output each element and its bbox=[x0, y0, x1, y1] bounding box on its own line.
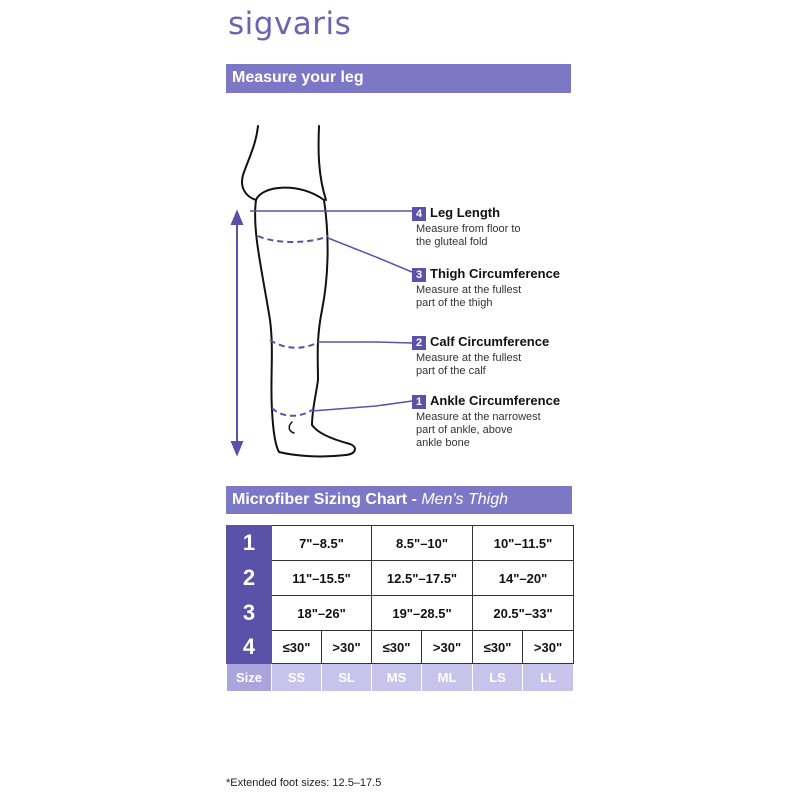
thigh-connector bbox=[328, 238, 376, 257]
measurement-ankle bbox=[412, 393, 612, 450]
row-number: 2 bbox=[227, 561, 272, 596]
sizing-chart-title: Microfiber Sizing Chart - bbox=[232, 491, 422, 508]
sizing-chart-banner bbox=[226, 486, 572, 514]
ankle-connector bbox=[312, 406, 376, 411]
sigvaris-logo: sigvaris bbox=[228, 6, 352, 42]
table-cell: 18"–26" bbox=[272, 596, 372, 631]
badge-4: 4 bbox=[412, 207, 426, 221]
badge-1: 1 bbox=[412, 395, 426, 409]
table-row bbox=[227, 631, 574, 664]
leg-front-line bbox=[312, 200, 328, 425]
table-cell: 14"–20" bbox=[473, 561, 574, 596]
sizing-chart-subtitle: Men's Thigh bbox=[421, 491, 508, 508]
measurement-calf bbox=[412, 334, 612, 378]
ankle-desc-1: Measure at the narrowest bbox=[416, 411, 541, 423]
table-cell: 19"–28.5" bbox=[372, 596, 473, 631]
thigh-dash bbox=[258, 236, 328, 242]
table-cell: 7"–8.5" bbox=[272, 526, 372, 561]
table-row bbox=[227, 526, 574, 561]
size-label: LS bbox=[473, 664, 523, 692]
ankle-title: Ankle Circumference bbox=[430, 393, 561, 408]
table-cell: >30" bbox=[322, 631, 372, 664]
size-label: SS bbox=[272, 664, 322, 692]
badge-2: 2 bbox=[412, 336, 426, 350]
ankle-desc-2: part of ankle, above bbox=[416, 424, 513, 436]
table-cell: ≤30" bbox=[372, 631, 422, 664]
table-cell: 12.5"–17.5" bbox=[372, 561, 473, 596]
ankle-dash bbox=[272, 408, 312, 416]
calf-desc-1: Measure at the fullest bbox=[416, 352, 522, 364]
table-row bbox=[227, 596, 574, 631]
thigh-desc-1: Measure at the fullest bbox=[416, 284, 522, 296]
connector-extensions bbox=[376, 200, 416, 420]
row-number: 1 bbox=[227, 526, 272, 561]
leg-back-line bbox=[255, 200, 279, 452]
leg-length-desc-2: the gluteal fold bbox=[416, 236, 488, 248]
calf-desc-2: part of the calf bbox=[416, 365, 486, 377]
calf-dash bbox=[270, 340, 318, 348]
table-cell: ≤30" bbox=[473, 631, 523, 664]
leg-illustration bbox=[226, 118, 376, 463]
thigh-title: Thigh Circumference bbox=[430, 266, 561, 281]
table-cell: 11"–15.5" bbox=[272, 561, 372, 596]
thigh-desc-2: part of the thigh bbox=[416, 297, 493, 309]
leg-length-desc-1: Measure from floor to bbox=[416, 223, 521, 235]
table-cell: ≤30" bbox=[272, 631, 322, 664]
footnote: *Extended foot sizes: 12.5–17.5 bbox=[226, 777, 382, 789]
leg-length-title: Leg Length bbox=[430, 205, 501, 220]
measurement-thigh bbox=[412, 266, 612, 310]
row-number: 3 bbox=[227, 596, 272, 631]
badge-3: 3 bbox=[412, 268, 426, 282]
size-label: SL bbox=[322, 664, 372, 692]
measurement-leg-length bbox=[412, 205, 612, 249]
ankle-desc-3: ankle bone bbox=[416, 437, 470, 449]
table-cell: 8.5"–10" bbox=[372, 526, 473, 561]
size-header: Size bbox=[227, 664, 272, 692]
row-number: 4 bbox=[227, 631, 272, 664]
table-cell: 10"–11.5" bbox=[473, 526, 574, 561]
table-cell: >30" bbox=[523, 631, 574, 664]
leg-outline-front-upper bbox=[319, 126, 326, 200]
size-row bbox=[227, 664, 574, 692]
leg-outline-back bbox=[242, 126, 258, 200]
ankle-bone-mark bbox=[289, 422, 294, 433]
calf-title: Calf Circumference bbox=[430, 334, 550, 349]
length-arrow-top bbox=[232, 212, 242, 224]
sizing-table bbox=[226, 525, 574, 692]
stocking-top bbox=[256, 188, 324, 200]
table-cell: >30" bbox=[422, 631, 473, 664]
measure-title: Measure your leg bbox=[232, 69, 364, 86]
size-label: LL bbox=[523, 664, 574, 692]
measure-banner bbox=[226, 64, 571, 93]
size-label: ML bbox=[422, 664, 473, 692]
size-label: MS bbox=[372, 664, 422, 692]
table-row bbox=[227, 561, 574, 596]
length-arrow-bottom bbox=[232, 442, 242, 454]
table-cell: 20.5"–33" bbox=[473, 596, 574, 631]
